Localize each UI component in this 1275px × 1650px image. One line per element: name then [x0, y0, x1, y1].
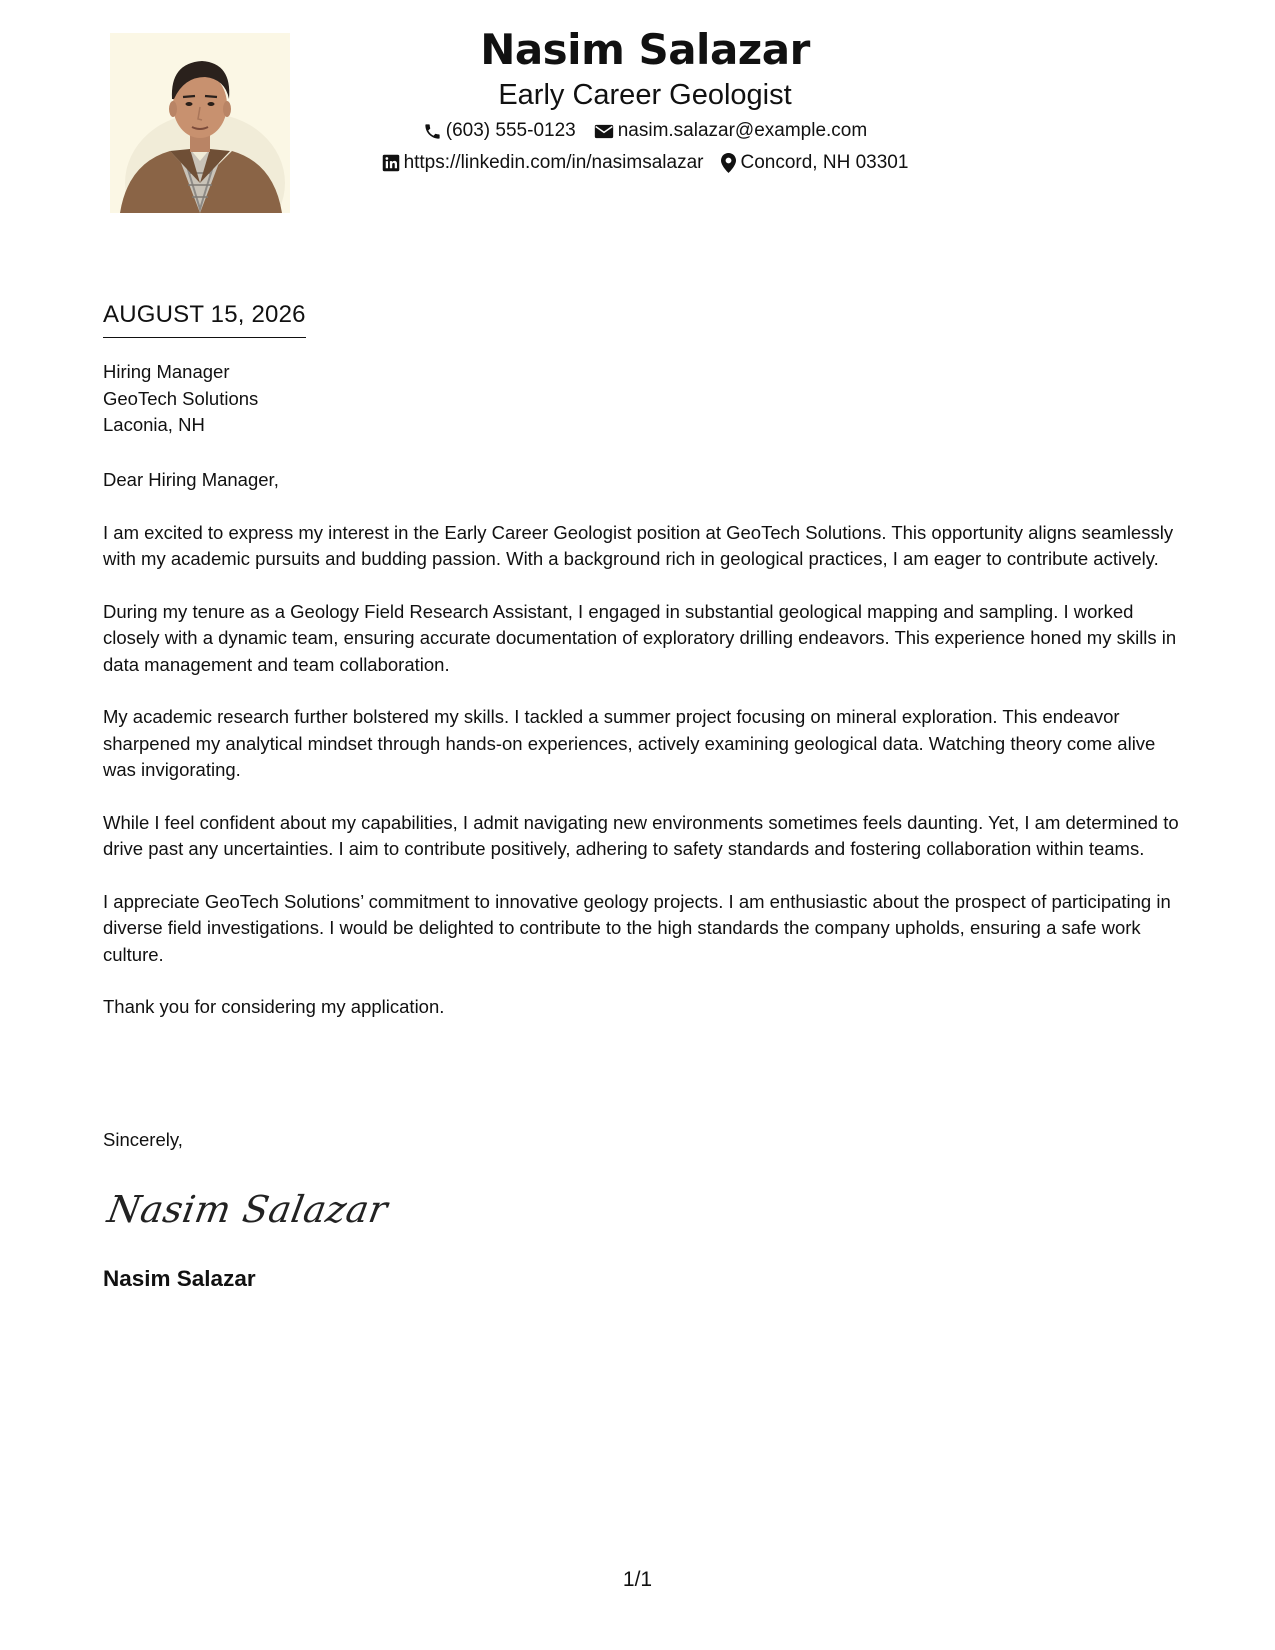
map-pin-icon	[721, 153, 736, 173]
recipient-company: GeoTech Solutions	[103, 387, 259, 409]
envelope-icon	[594, 123, 614, 140]
applicant-title: Early Career Geologist	[498, 79, 792, 111]
contact-linkedin[interactable]	[382, 152, 704, 174]
contact-location	[721, 152, 908, 174]
contact-email[interactable]	[594, 120, 868, 142]
contact-row-primary	[300, 120, 990, 142]
closing: Sincerely,	[103, 1129, 183, 1150]
location-text: Concord, NH 03301	[740, 152, 909, 173]
applicant-name: Nasim Salazar	[480, 25, 810, 74]
body-paragraph: I appreciate GeoTech Solutions’ commitment to innovative geology projects. I am enthusiastic about the prospect of participating in diverse field investigations. I would be delighted to contribute to the high standards the company upholds, ensuring a safe work culture.	[103, 890, 1171, 965]
handwritten-signature: Nasim Salazar	[104, 1188, 392, 1231]
recipient-name: Hiring Manager	[103, 361, 230, 382]
linkedin-url[interactable]: https://linkedin.com/in/nasimsalazar	[403, 152, 704, 173]
recipient-block	[103, 359, 258, 439]
letter-date: AUGUST 15, 2026	[103, 301, 306, 338]
salutation: Dear Hiring Manager,	[103, 469, 279, 490]
body-paragraph: I am excited to express my interest in the Early Career Geologist position at GeoTech Solutions. This opportunity aligns seamlessly with my academic pursuits and budding passion. With a background rich in geological practices, I am eager to contribute actively.	[103, 521, 1174, 569]
letter-body	[103, 467, 1183, 1047]
contact-phone	[423, 120, 576, 142]
contact-row-secondary	[300, 152, 990, 174]
phone-number: (603) 555-0123	[445, 120, 576, 141]
phone-icon	[423, 122, 442, 141]
thank-you-line: Thank you for considering my application.	[103, 996, 445, 1017]
letter-header	[300, 22, 990, 174]
signer-name: Nasim Salazar	[103, 1266, 256, 1291]
body-paragraph: My academic research further bolstered my skills. I tackled a summer project focusing on mineral exploration. This endeavor sharpened my analytical mindset through hands-on experiences, actively examining geological data. Watching theory come alive was invigorating.	[103, 706, 1156, 780]
profile-photo	[110, 33, 290, 213]
recipient-location: Laconia, NH	[103, 414, 205, 435]
body-paragraph: During my tenure as a Geology Field Research Assistant, I engaged in substantial geological mapping and sampling. I worked closely with a dynamic team, ensuring accurate documentation of exploratory drilling endeavors. This experience honed my skills in data management and team collaboration.	[103, 600, 1177, 675]
body-paragraph: While I feel confident about my capabilities, I admit navigating new environments sometimes feels daunting. Yet, I am determined to drive past any uncertainties. I aim to contribute positively, adhering to safety standards and fostering collaboration within teams.	[103, 811, 1179, 859]
email-address[interactable]: nasim.salazar@example.com	[617, 120, 868, 141]
linkedin-icon	[382, 154, 400, 172]
page-number: 1/1	[622, 1568, 653, 1591]
